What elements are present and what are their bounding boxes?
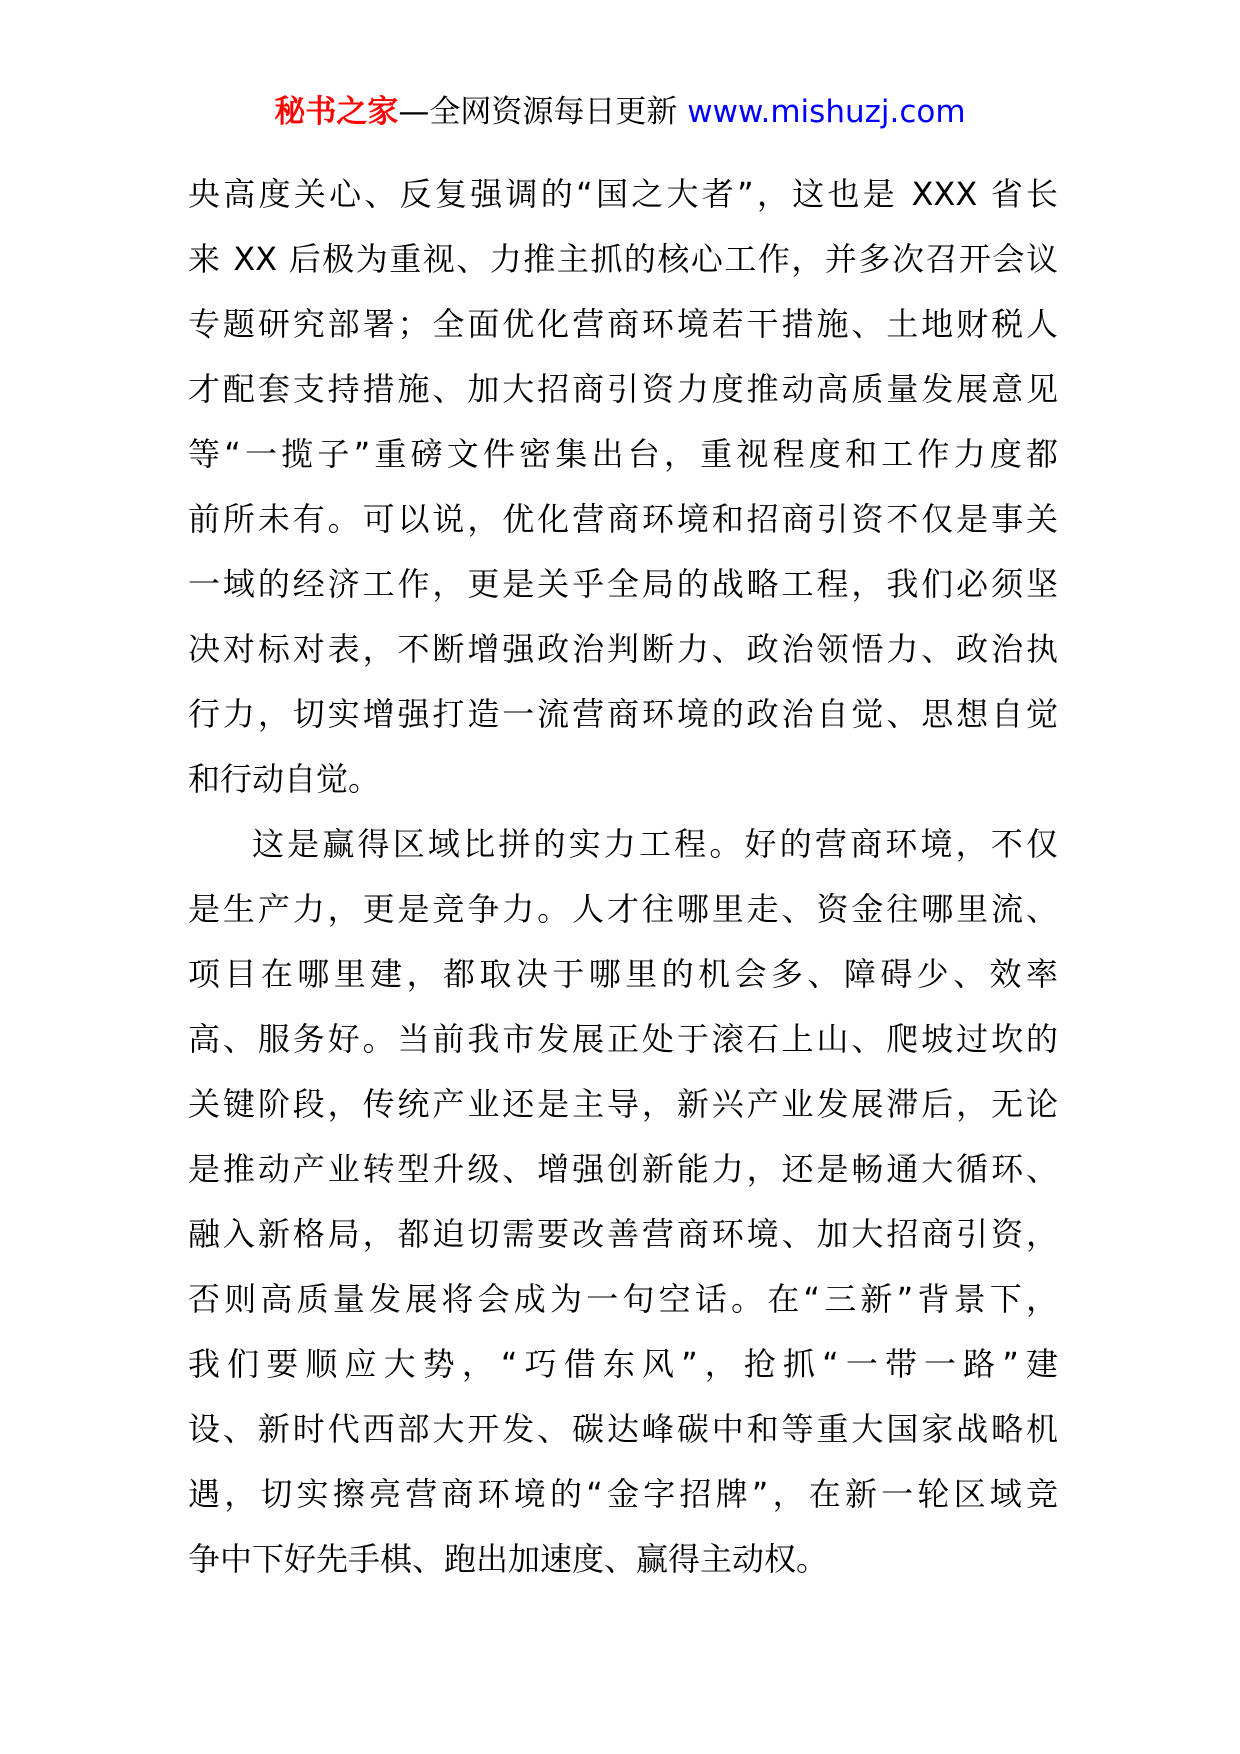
paragraph-line: 一域的经济工作，更是关乎全局的战略工程，我们必须坚 <box>188 565 1058 603</box>
paragraph-line: 前所未有。可以说，优化营商环境和招商引资不仅是事关 <box>188 500 1058 538</box>
site-url-link[interactable]: www.mishuzj.com <box>687 94 966 130</box>
site-header <box>0 92 1240 132</box>
paragraph-line: 是生产力，更是竞争力。人才往哪里走、资金往哪里流、 <box>188 890 1058 928</box>
paragraph-line: 央高度关心、反复强调的“国之大者”，这也是 XXX 省长 <box>188 175 1058 213</box>
paragraph-line: 等“一揽子”重磅文件密集出台，重视程度和工作力度都 <box>188 435 1058 473</box>
paragraph-line: 和行动自觉。 <box>188 760 381 798</box>
paragraph-line: 高、服务好。当前我市发展正处于滚石上山、爬坡过坎的 <box>188 1020 1058 1058</box>
paragraph-line: 我们要顺应大势，“巧借东风”，抢抓“一带一路”建 <box>188 1345 1058 1383</box>
paragraph-line: 才配套支持措施、加大招商引资力度推动高质量发展意见 <box>188 370 1058 408</box>
paragraph-line: 设、新时代西部大开发、碳达峰碳中和等重大国家战略机 <box>188 1410 1058 1448</box>
paragraph-line: 来 XX 后极为重视、力推主抓的核心工作，并多次召开会议 <box>188 240 1058 278</box>
paragraph-line: 是推动产业转型升级、增强创新能力，还是畅通大循环、 <box>188 1150 1058 1188</box>
paragraph-line: 项目在哪里建，都取决于哪里的机会多、障碍少、效率 <box>188 955 1058 993</box>
paragraph-line: 决对标对表，不断增强政治判断力、政治领悟力、政治执 <box>188 630 1058 668</box>
paragraph-line: 否则高质量发展将会成为一句空话。在“三新”背景下， <box>188 1280 1058 1318</box>
paragraph-1 <box>188 162 1058 812</box>
paragraph-line: 关键阶段，传统产业还是主导，新兴产业发展滞后，无论 <box>188 1085 1058 1123</box>
brand-name: 秘书之家 <box>274 94 399 130</box>
paragraph-line: 争中下好先手棋、跑出加速度、赢得主动权。 <box>188 1540 829 1578</box>
paragraph-line: 融入新格局，都迫切需要改善营商环境、加大招商引资， <box>188 1215 1058 1253</box>
paragraph-2 <box>188 812 1058 1592</box>
document-body <box>188 162 1058 1592</box>
header-tagline: —全网资源每日更新 <box>398 94 688 130</box>
paragraph-line: 这是赢得区域比拼的实力工程。好的营商环境，不仅 <box>252 825 1058 863</box>
paragraph-line: 遇，切实擦亮营商环境的“金字招牌”，在新一轮区域竞 <box>188 1475 1058 1513</box>
paragraph-line: 专题研究部署；全面优化营商环境若干措施、土地财税人 <box>188 305 1058 343</box>
paragraph-line: 行力，切实增强打造一流营商环境的政治自觉、思想自觉 <box>188 695 1058 733</box>
